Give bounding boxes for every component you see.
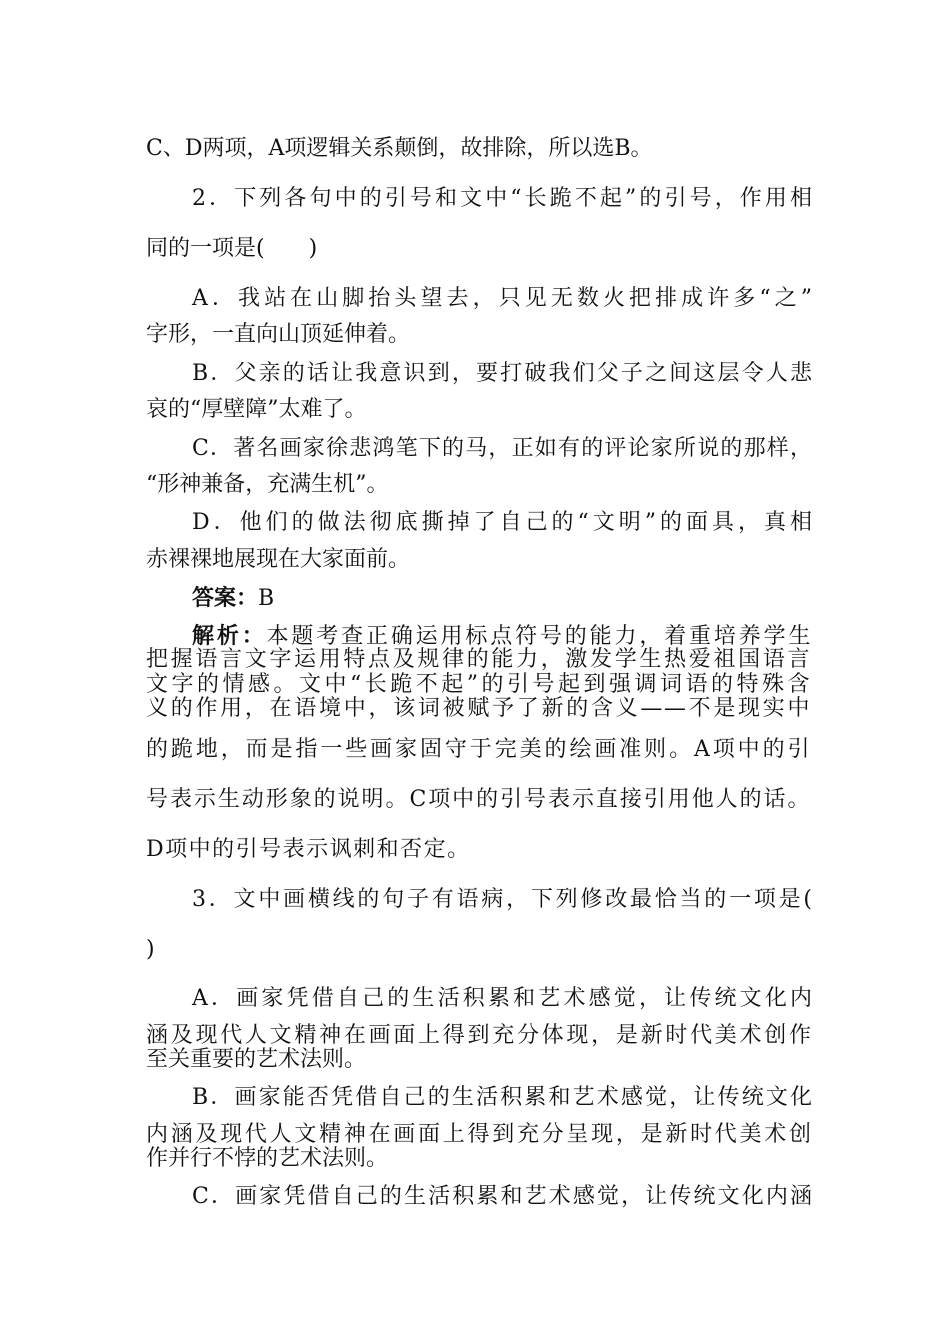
- text-line: C、D两项，A项逻辑关系颠倒，故排除，所以选B。: [146, 136, 653, 161]
- option-a: A．我站在山脚抬头望去，只见无数火把排成许多“之”: [192, 286, 812, 311]
- option-c: C．画家凭借自己的生活积累和艺术感觉，让传统文化内涵: [192, 1184, 812, 1209]
- analysis-text: 本题考查正确运用标点符号的能力，着重培养学生: [266, 624, 812, 649]
- option-a: A．画家凭借自己的生活积累和艺术感觉，让传统文化内: [192, 986, 812, 1011]
- text-line: ): [146, 937, 155, 962]
- text-line: 内涵及现代人文精神在画面上得到充分呈现，是新时代美术创: [146, 1122, 811, 1147]
- analysis-label: 解析：: [192, 623, 267, 649]
- text-line: 赤裸裸地展现在大家面前。: [146, 547, 411, 572]
- text-line: 把握语言文字运用特点及规律的能力，激发学生热爱祖国语言: [146, 647, 811, 672]
- text-line: 的跪地，而是指一些画家固守于完美的绘画准则。A项中的引: [146, 737, 811, 762]
- option-d: D．他们的做法彻底撕掉了自己的“文明”的面具，真相: [192, 510, 812, 535]
- text-line: 作并行不悖的艺术法则。: [146, 1146, 389, 1171]
- option-b: B．父亲的话让我意识到，要打破我们父子之间这层令人悲: [192, 361, 812, 386]
- text-line: 义的作用，在语境中，该词被赋予了新的含义——不是现实中: [146, 696, 811, 721]
- text-line: 文字的情感。文中“长跪不起”的引号起到强调词语的特殊含: [146, 672, 811, 697]
- answer-value: B: [258, 586, 275, 611]
- question-3-stem: 3．文中画横线的句子有语病，下列修改最恰当的一项是(: [192, 887, 812, 912]
- text-line: 至关重要的艺术法则。: [146, 1047, 367, 1072]
- question-2-stem: 2．下列各句中的引号和文中“长跪不起”的引号，作用相: [192, 186, 812, 211]
- text-line: D项中的引号表示讽刺和否定。: [146, 837, 471, 862]
- option-b: B．画家能否凭借自己的生活积累和艺术感觉，让传统文化: [192, 1085, 812, 1110]
- text-line: 涵及现代人文精神在画面上得到充分体现，是新时代美术创作: [146, 1023, 811, 1048]
- answer-line: [192, 583, 812, 614]
- text-line: 同的一项是( ): [146, 236, 318, 261]
- option-c: C．著名画家徐悲鸿笔下的马，正如有的评论家所说的那样，: [192, 436, 812, 461]
- text-line: 字形，一直向山顶延伸着。: [146, 322, 411, 347]
- answer-label: 答案：: [192, 585, 259, 611]
- text-line: 哀的“厚壁障”太难了。: [146, 397, 367, 422]
- text-line: “形神兼备，充满生机”。: [146, 472, 389, 497]
- text-line: 号表示生动形象的说明。C项中的引号表示直接引用他人的话。: [146, 787, 811, 812]
